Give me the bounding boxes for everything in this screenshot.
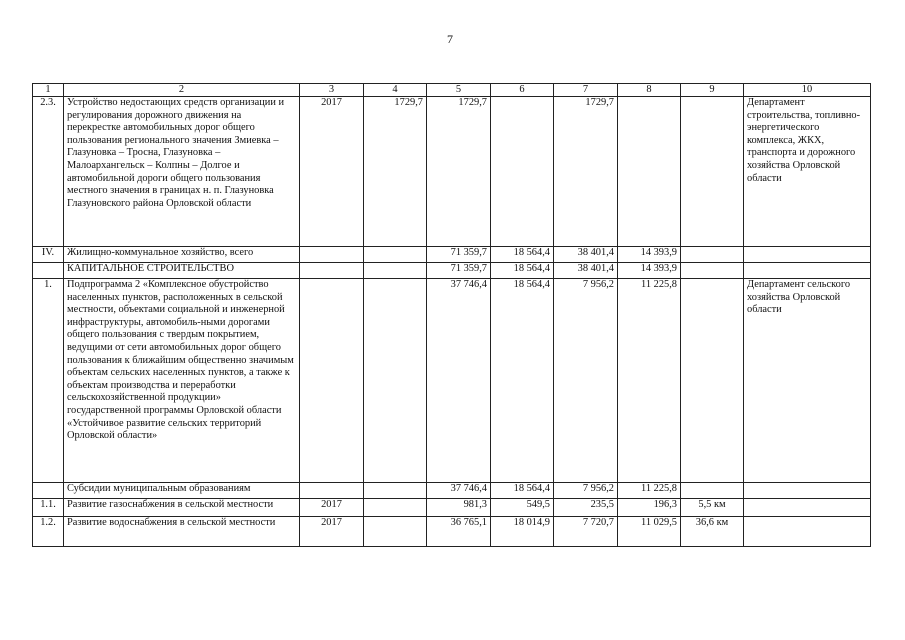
value-cell-col8: 11 225,8 (618, 483, 681, 499)
value-cell-col8: 14 393,9 (618, 247, 681, 263)
responsible-cell (744, 499, 871, 517)
row-number-cell (33, 263, 64, 279)
value-cell-col8: 196,3 (618, 499, 681, 517)
responsible-cell: Департамент строительства, топливно-энергетического комплекса, ЖКХ, транспорта и дорожного хозяйства Орловской области (744, 97, 871, 247)
header-cell: 10 (744, 84, 871, 97)
value-cell-col7: 38 401,4 (554, 263, 618, 279)
description-cell: КАПИТАЛЬНОЕ СТРОИТЕЛЬСТВО (64, 263, 300, 279)
table-row (33, 517, 871, 547)
year-cell (300, 279, 364, 483)
value-cell-col8 (618, 97, 681, 247)
row-number-cell: 1.1. (33, 499, 64, 517)
value-cell-col9 (681, 247, 744, 263)
value-cell-col8: 11 225,8 (618, 279, 681, 483)
header-cell: 5 (427, 84, 491, 97)
header-cell: 9 (681, 84, 744, 97)
year-cell (300, 247, 364, 263)
value-cell-col4 (364, 247, 427, 263)
value-cell-col4 (364, 517, 427, 547)
table-row (33, 483, 871, 499)
row-number-cell: 1. (33, 279, 64, 483)
value-cell-col7: 235,5 (554, 499, 618, 517)
description-cell: Подпрограмма 2 «Комплексное обустройство населенных пунктов, расположенных в сельской местности, объектами социальной и инженерной инфраструктуры, автомобиль-ными дорогами общего пользования с твердым покрытием, ведущими от сети автомобильных дорог общего пользования к ближайшим общественно значимым объектам сельских населенных пунктов, а также к объектам производства и переработки сельскохозяйственной продукции» государственной программы Орловской области «Устойчивое развитие сельских территорий Орловской области» (64, 279, 300, 483)
value-cell-col5: 981,3 (427, 499, 491, 517)
year-cell (300, 263, 364, 279)
value-cell-col5: 71 359,7 (427, 263, 491, 279)
value-cell-col4 (364, 279, 427, 483)
row-number-cell: 2.3. (33, 97, 64, 247)
value-cell-col6: 18 564,4 (491, 263, 554, 279)
value-cell-col4 (364, 499, 427, 517)
value-cell-col7: 7 956,2 (554, 279, 618, 483)
responsible-cell (744, 263, 871, 279)
value-cell-col8: 14 393,9 (618, 263, 681, 279)
value-cell-col7: 38 401,4 (554, 247, 618, 263)
budget-table (32, 83, 871, 547)
description-cell: Развитие водоснабжения в сельской местности (64, 517, 300, 547)
description-cell: Развитие газоснабжения в сельской местности (64, 499, 300, 517)
value-cell-col6: 18 014,9 (491, 517, 554, 547)
year-cell: 2017 (300, 517, 364, 547)
description-cell: Устройство недостающих средств организации и регулирования дорожного движения на перекрестке автомобильных дорог общего пользования регионального значения Змиевка – Глазуновка – Тросна, Глазуновка – Малоархангельск – Колпны – Долгое и автомобильной дороги общего пользования местного значения в границах н. п. Глазуновка Глазуновского района Орловской области (64, 97, 300, 247)
table-row (33, 263, 871, 279)
description-cell: Жилищно-коммунальное хозяйство, всего (64, 247, 300, 263)
header-cell: 8 (618, 84, 681, 97)
year-cell (300, 483, 364, 499)
year-cell: 2017 (300, 97, 364, 247)
value-cell-col9 (681, 483, 744, 499)
value-cell-col8: 11 029,5 (618, 517, 681, 547)
value-cell-col6: 549,5 (491, 499, 554, 517)
table-row (33, 499, 871, 517)
value-cell-col9 (681, 263, 744, 279)
header-row (33, 84, 871, 97)
value-cell-col5: 37 746,4 (427, 279, 491, 483)
header-cell: 2 (64, 84, 300, 97)
value-cell-col6: 18 564,4 (491, 247, 554, 263)
value-cell-col6 (491, 97, 554, 247)
value-cell-col5: 71 359,7 (427, 247, 491, 263)
year-cell: 2017 (300, 499, 364, 517)
page-number: 7 (447, 32, 453, 46)
table-row (33, 97, 871, 247)
responsible-cell (744, 247, 871, 263)
value-cell-col5: 37 746,4 (427, 483, 491, 499)
value-cell-col4: 1729,7 (364, 97, 427, 247)
value-cell-col5: 36 765,1 (427, 517, 491, 547)
row-number-cell: IV. (33, 247, 64, 263)
value-cell-col7: 7 720,7 (554, 517, 618, 547)
value-cell-col7: 7 956,2 (554, 483, 618, 499)
responsible-cell (744, 483, 871, 499)
responsible-cell: Департамент сельского хозяйства Орловской области (744, 279, 871, 483)
header-cell: 7 (554, 84, 618, 97)
table-row (33, 279, 871, 483)
value-cell-col4 (364, 483, 427, 499)
header-cell: 3 (300, 84, 364, 97)
value-cell-col4 (364, 263, 427, 279)
value-cell-col6: 18 564,4 (491, 483, 554, 499)
value-cell-col9 (681, 97, 744, 247)
value-cell-col9 (681, 279, 744, 483)
value-cell-col9: 36,6 км (681, 517, 744, 547)
value-cell-col6: 18 564,4 (491, 279, 554, 483)
value-cell-col9: 5,5 км (681, 499, 744, 517)
value-cell-col5: 1729,7 (427, 97, 491, 247)
table-row (33, 247, 871, 263)
value-cell-col7: 1729,7 (554, 97, 618, 247)
responsible-cell (744, 517, 871, 547)
description-cell: Субсидии муниципальным образованиям (64, 483, 300, 499)
row-number-cell: 1.2. (33, 517, 64, 547)
header-cell: 1 (33, 84, 64, 97)
row-number-cell (33, 483, 64, 499)
header-cell: 6 (491, 84, 554, 97)
header-cell: 4 (364, 84, 427, 97)
